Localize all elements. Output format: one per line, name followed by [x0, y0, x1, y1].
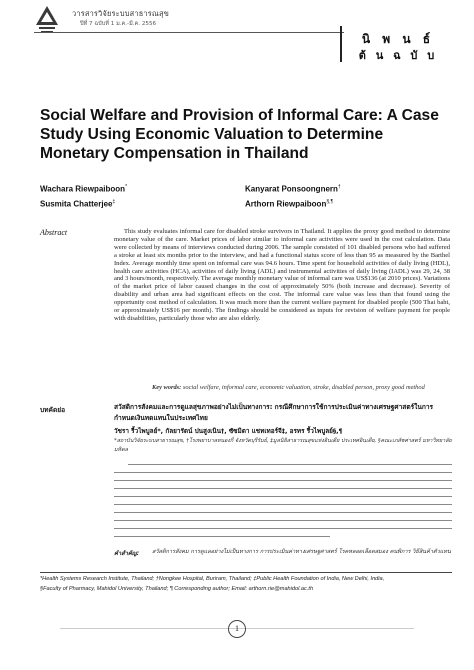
thai-text-line [114, 472, 452, 473]
thai-keywords-label: คำสำคัญ: [114, 551, 140, 557]
keywords-text: social welfare, informal care, economic valuation, stroke, disabled person, proxy good method [182, 384, 425, 391]
keywords-label: Key words: [152, 384, 182, 391]
original-label-bottom: ต้ น ฉ บั บ [358, 49, 438, 62]
thai-text-line [114, 480, 452, 481]
author-mark: † [337, 184, 341, 190]
original-label-top: นิ พ น ธ์ [361, 32, 435, 46]
author-name: Wachara Riewpaiboon [40, 184, 126, 194]
original-article-box [340, 26, 454, 62]
thai-text-line [114, 504, 452, 505]
footnote-2: §Faculty of Pharmacy, Mahidol University, Thailand; ¶ Corresponding author; Email: arthorn.rie@mahidol.ac.th [40, 586, 314, 592]
paper-title: Social Welfare and Provision of Informal Care: A Case Study Using Economic Valuation to Determine Monetary Compensation in Thailand [40, 107, 439, 162]
author-2 [245, 184, 341, 194]
thai-affiliation: *สถาบันวิจัยระบบสาธารณสุข, †โรงพยาบาลหนองกี่ จังหวัดบุรีรัมย์, ‡มูลนิธิสาธารณสุขแห่งอินเดีย ประเทศอินเดีย, §คณะเภสัชศาสตร์ มหาวิทยาลัยมหิดล [114, 438, 452, 453]
keywords-line [152, 384, 452, 391]
journal-header [0, 0, 474, 68]
thai-title: สวัสดิการสังคมและการดูแลสุขภาพอย่างไม่เป็นทางการ: กรณีศึกษาการใช้การประเมินค่าทางเศรษฐศาสตร์ในการกำหนดเงินทดแทนในประเทศไทย [114, 403, 434, 422]
journal-issue: ปีที่ 7 ฉบับที่ 1 ม.ค.-มี.ค. 2556 [80, 21, 157, 27]
author-name: Arthorn Riewpaiboon [245, 199, 327, 209]
footnote-rule [40, 572, 452, 573]
thai-abstract-label: บทคัดย่อ [40, 406, 66, 414]
header-rule [34, 32, 344, 33]
page-number: 1 [228, 620, 246, 638]
author-1 [40, 184, 127, 194]
abstract-text: This study evaluates informal care for disabled stroke survivors in Thailand. It applies the proxy good method to determine monetary value of the care. Market prices of labor similar to informal care activities were used in the cost calculation. Data were collected by means of interviews conducted during 2006. The sample consisted of 101 disabled persons who had suffered a stroke at least six months prior to the interview, and had a functional status score of less than 95 as measured by the Barthel Index. Average monthly time spent on informal care was 94.6 hours. Time spent for household activities of daily living (HDL), health care activities (HCA), activities of daily living (ADL) and instrumental activities of daily living (IADL) was 29, 24, 38 and 3 hours/month, respectively. The average monthly monetary value of informal care was US$136 (at 2010 prices). Variations of the market price of labor caused changes in the cost of approximately 50% (both increase and decrease). Severity of disability and urban area had significant effects on the cost. The informal care value was less than that found using the opportunity cost method of calculation. It was much more than the current welfare payment for disabled people (500 Thai baht, or approximately US$16 per month). The findings should be considered as inputs for revision of welfare payment for people with disabilities, particularly those who are also elderly. [114, 228, 450, 322]
thai-text-line [114, 528, 452, 529]
thai-authors: วัชรา รี้วไพบูลย์*, กัลยารัตน์ ปนสูงเนิน†, ซัซมิตา แชทเทอร์จี‡, อรทร รี้วไพบูลย์§,¶ [114, 427, 343, 435]
author-mark: ‡ [112, 199, 116, 205]
thai-text-line [114, 496, 452, 497]
thai-keywords: สวัสดิการสังคม การดูแลอย่างไม่เป็นทางการ การประเมินค่าทางเศรษฐศาสตร์ โรคหลอดเลือดสมอง คนพิการ วิธีสินค้าตัวแทน [152, 549, 451, 555]
author-mark: §,¶ [326, 199, 334, 205]
author-name: Susmita Chatterjee [40, 199, 113, 209]
thai-text-line [128, 464, 452, 465]
thai-text-line [114, 536, 330, 537]
author-3 [40, 199, 115, 209]
author-mark: * [125, 184, 128, 190]
author-name: Kanyarat Ponsoongnern [245, 184, 338, 194]
journal-name: วารสารวิจัยระบบสาธารณสุข [72, 9, 169, 18]
thai-text-line [114, 520, 452, 521]
thai-text-line [114, 488, 452, 489]
author-4 [245, 199, 333, 209]
footnote-1: *Health Systems Research Institute, Thailand; †Nongkee Hospital, Buriram, Thailand; ‡Public Health Foundation of India, New Delhi, India, [40, 576, 385, 582]
thai-text-line [114, 512, 452, 513]
abstract-label: Abstract [40, 228, 68, 237]
thai-abstract-body [114, 464, 452, 544]
